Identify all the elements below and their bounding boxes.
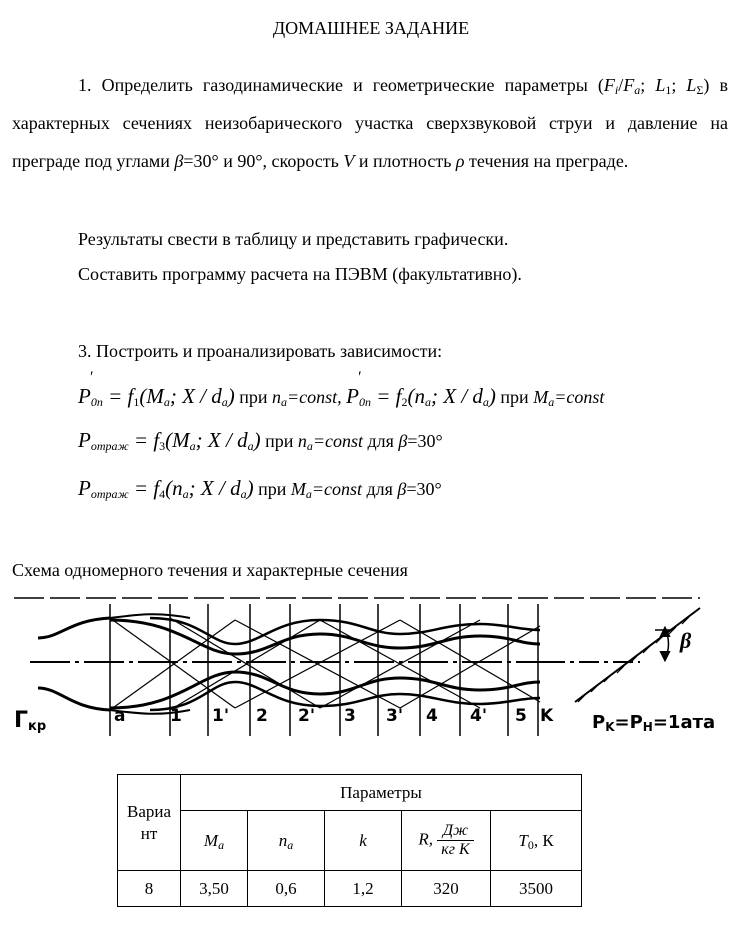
col-header-T0: $T_0$, К <box>491 811 582 871</box>
section-label: 4 <box>426 706 438 726</box>
variant-header: Вариа нт <box>118 775 181 871</box>
task1-results-text: Результаты свести в таблицу и представить графически. <box>78 229 509 249</box>
formula-f1-lhs: $P_{0n}$ ′ <box>78 384 103 408</box>
params-header: Параметры <box>181 775 582 811</box>
cell-variant: 8 <box>118 871 181 907</box>
section-label: 2' <box>298 706 316 726</box>
task3-heading: 3. Построить и проанализировать зависимости: <box>78 341 443 361</box>
formula-f4: $P_{отраж} = f_4(n_a$; X / $d_a$) при $M_a=const$ для β=30° <box>78 476 442 501</box>
col-header-R: R, $\frac{Дж}{\text{кг K}}$ <box>402 811 491 871</box>
col-header-k: k <box>325 811 402 871</box>
parameters-table <box>117 774 582 907</box>
cell-na: 0,6 <box>248 871 325 907</box>
jet-contour-inner-bottom <box>110 672 540 708</box>
formula-f2-lhs: $P_{0n}$ ′ <box>346 384 371 408</box>
task1-paragraph: 1. Определить газодинамические и геометрические параметры ($F_i/F_a$; $L_1$; $L_\Sigma$) в характерных сечениях неизобарического участка сверхзвуковой струи и давление на преграде под углами β=30° и 90°, скорость V и плотность ρ течения на преграде. <box>12 75 728 171</box>
page-title: ДОМАШНЕЕ ЗАДАНИЕ <box>272 18 470 38</box>
beta-label: β <box>680 628 692 653</box>
cell-T0: 3500 <box>491 871 582 907</box>
section-label: a <box>114 706 126 726</box>
table-row <box>118 871 582 907</box>
section-label: 2 <box>256 706 268 726</box>
formula-f1-f2: $P_{0n}$ ′ = $f_1(M_a$; X / $d_a$) при $n_a=const$, $P_{0n}$ ′ = $f_2(n_a$; X / $d_a$) при $M_a=const$ <box>78 384 604 409</box>
nozzle-upper-wall <box>38 618 110 638</box>
cell-k: 1,2 <box>325 871 402 907</box>
cell-Ma: 3,50 <box>181 871 248 907</box>
section-label: K <box>540 706 554 726</box>
pressure-label: $P_K=P_H=1ата$ <box>592 712 716 734</box>
beta-arrow-top <box>661 628 669 636</box>
col-header-na: $n_a$ <box>248 811 325 871</box>
col-header-Ma: $M_a$ <box>181 811 248 871</box>
section-label: 3' <box>386 706 404 726</box>
task1-program-text: Составить программу расчета на ПЭВМ (факультативно). <box>78 264 522 284</box>
schema-caption: Схема одномерного течения и характерные сечения <box>12 560 408 580</box>
gamma-kr-label: $Г_{кр}$ <box>14 708 47 734</box>
formula-f3: $P_{отраж} = f_3(M_a$; X / $d_a$) при $n_a=const$ для β=30° <box>78 428 443 453</box>
obstacle-plate <box>575 608 700 702</box>
section-label: 3 <box>344 706 356 726</box>
section-label: 5 <box>515 706 527 726</box>
section-label: 4' <box>470 706 488 726</box>
section-label: 1' <box>212 706 230 726</box>
cell-R: 320 <box>402 871 491 907</box>
section-label: 1 <box>170 706 182 726</box>
beta-arrow-bottom <box>661 652 669 660</box>
